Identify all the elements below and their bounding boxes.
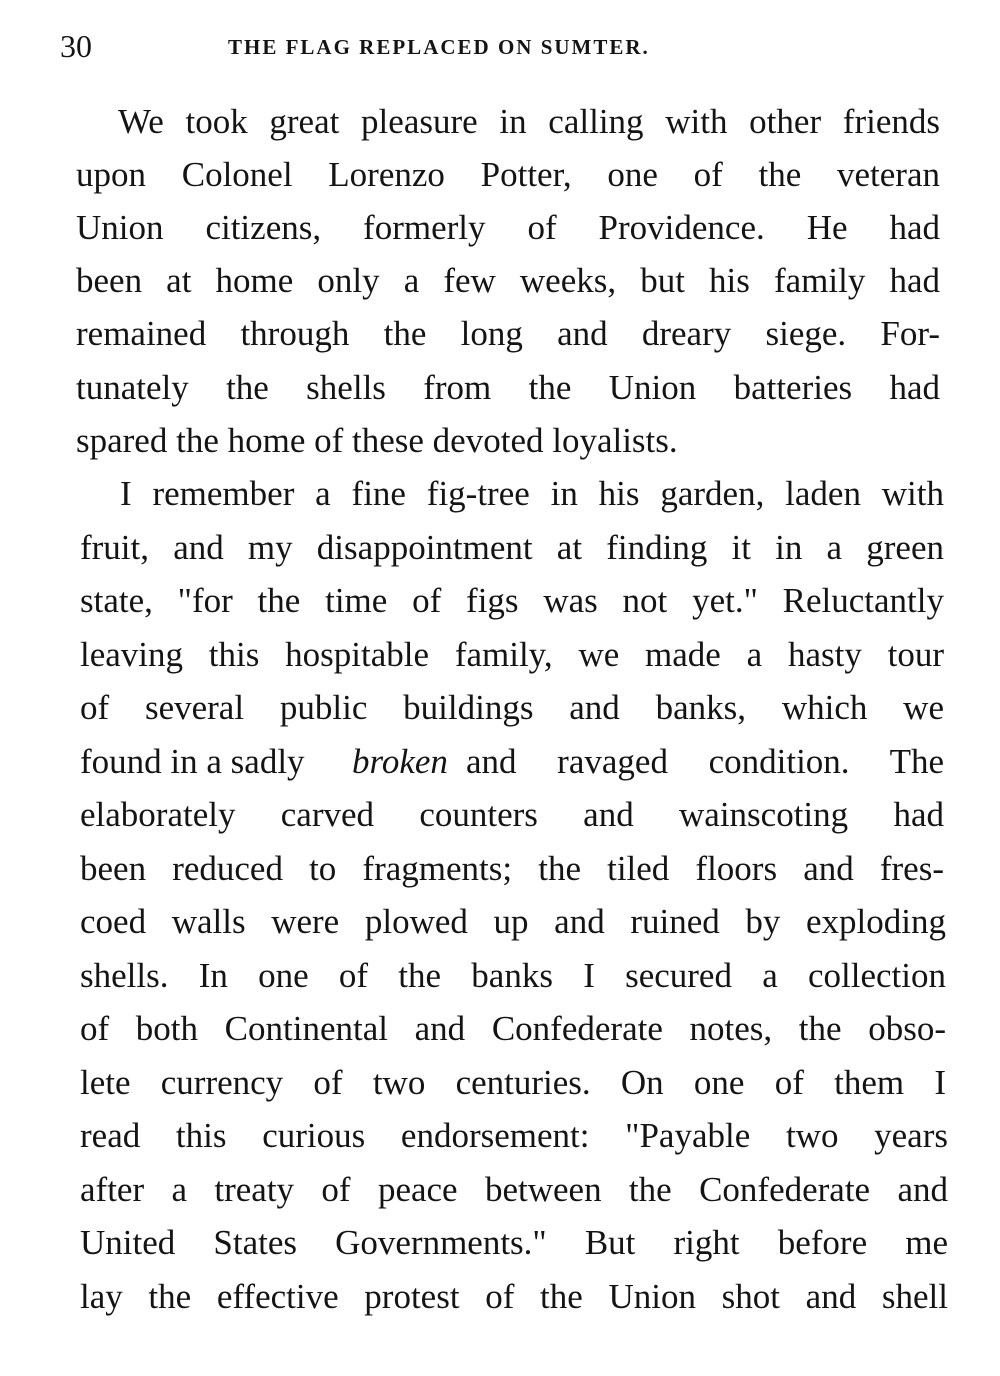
- text-line: lay the effective protest of the Union shot and shell: [80, 1277, 948, 1316]
- text-line: tunately the shells from the Union batteries had: [76, 368, 940, 407]
- text-line: found in a sadly: [80, 742, 305, 781]
- italic-word: broken: [352, 742, 448, 781]
- text-line: leaving this hospitable family, we made a hasty tour: [80, 635, 944, 674]
- text-line: I remember a fine fig-tree in his garden, laden with: [120, 474, 944, 513]
- text-line: United States Governments." But right before me: [80, 1223, 948, 1262]
- text-line: Union citizens, formerly of Providence. He had: [76, 208, 940, 247]
- text-line: shells. In one of the banks I secured a collection: [80, 956, 946, 995]
- text-line: of both Continental and Confederate notes, the obso-: [80, 1009, 946, 1048]
- text-line: elaborately carved counters and wainscoting had: [80, 795, 944, 834]
- running-head: [60, 26, 940, 66]
- text-line: coed walls were plowed up and ruined by exploding: [80, 902, 946, 941]
- page-number: 30: [60, 28, 92, 64]
- text-line: and ravaged condition. The: [466, 742, 944, 781]
- text-line: fruit, and my disappointment at finding it in a green: [80, 528, 944, 567]
- running-title: THE FLAG REPLACED ON SUMTER.: [228, 35, 650, 59]
- text-line: remained through the long and dreary siege. For-: [76, 314, 940, 353]
- text-line: read this curious endorsement: "Payable two years: [80, 1116, 948, 1155]
- text-line: upon Colonel Lorenzo Potter, one of the veteran: [76, 155, 940, 194]
- text-line: spared the home of these devoted loyalists.: [76, 421, 678, 460]
- text-line: lete currency of two centuries. On one of them I: [80, 1063, 946, 1102]
- text-line: state, "for the time of figs was not yet." Reluctantly: [80, 581, 944, 620]
- text-line: after a treaty of peace between the Confederate and: [80, 1170, 948, 1209]
- text-line: been reduced to fragments; the tiled floors and fres-: [80, 849, 944, 888]
- text-line: of several public buildings and banks, which we: [80, 688, 944, 727]
- text-line: We took great pleasure in calling with other friends: [118, 102, 940, 141]
- text-line: been at home only a few weeks, but his family had: [76, 261, 940, 300]
